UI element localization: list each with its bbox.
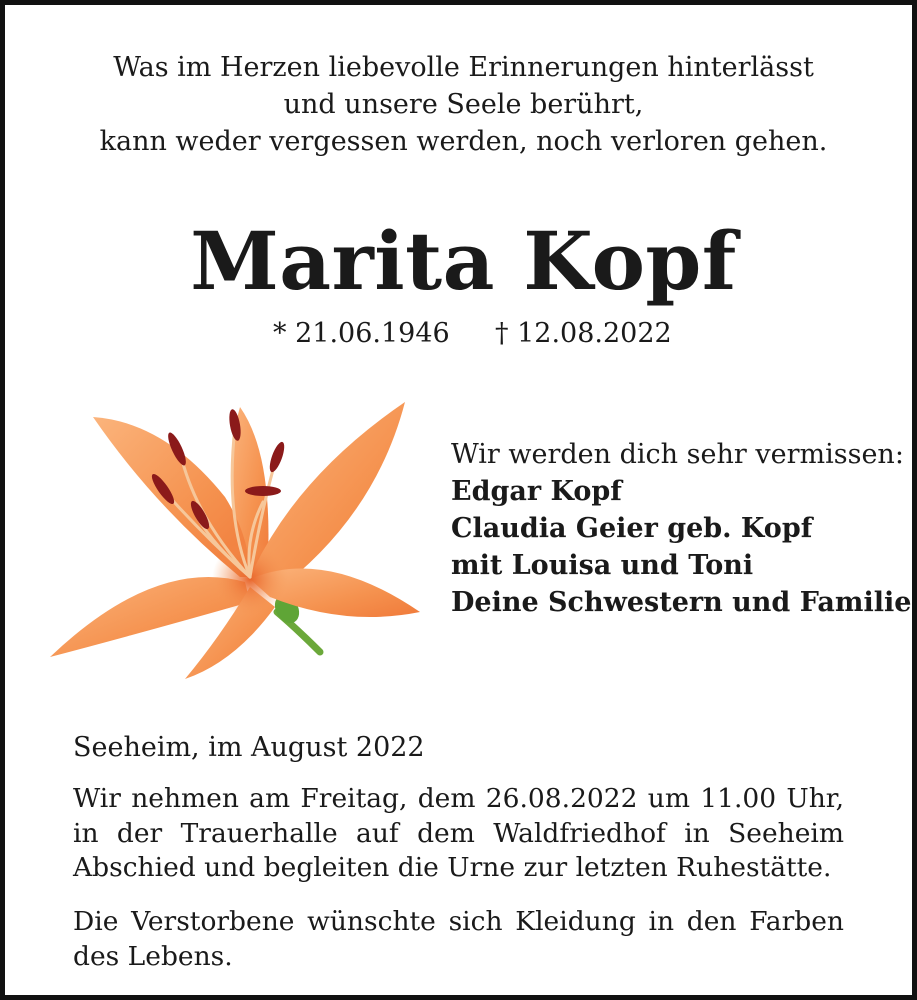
motto [5, 49, 917, 160]
anther [267, 440, 287, 473]
birth-date: * 21.06.1946 [273, 318, 450, 349]
place-date: Seeheim, im August 2022 [73, 732, 425, 763]
deceased-name: Marita Kopf [190, 214, 737, 308]
mourners [451, 436, 911, 621]
funeral-info: Wir nehmen am Freitag, dem 26.08.2022 um 11.00 Uhr, in der Trauerhalle auf dem Waldfriedhof in Seeheim Abschied und begleiten die Urne zur letzten Ruhestätte. [73, 783, 844, 883]
dress-note: Die Verstorbene wünschte sich Kleidung in den Farben des Lebens. [73, 906, 844, 972]
mourner-name: Claudia Geier geb. Kopf [451, 513, 813, 544]
motto-line: und unsere Seele berührt, [283, 89, 644, 120]
mourners-lead: Wir werden dich sehr vermissen: [451, 439, 904, 470]
mourner-name: mit Louisa und Toni [451, 550, 754, 581]
mourner-name: Edgar Kopf [451, 476, 622, 507]
death-date: † 12.08.2022 [495, 318, 672, 349]
motto-line: kann weder vergessen werden, noch verloren gehen. [99, 126, 828, 157]
lily-flower-icon [45, 397, 430, 682]
motto-line: Was im Herzen liebevolle Erinnerungen hinterlässt [113, 52, 814, 83]
mourner-name: Deine Schwestern und Familie [451, 587, 912, 618]
anther [245, 486, 281, 496]
